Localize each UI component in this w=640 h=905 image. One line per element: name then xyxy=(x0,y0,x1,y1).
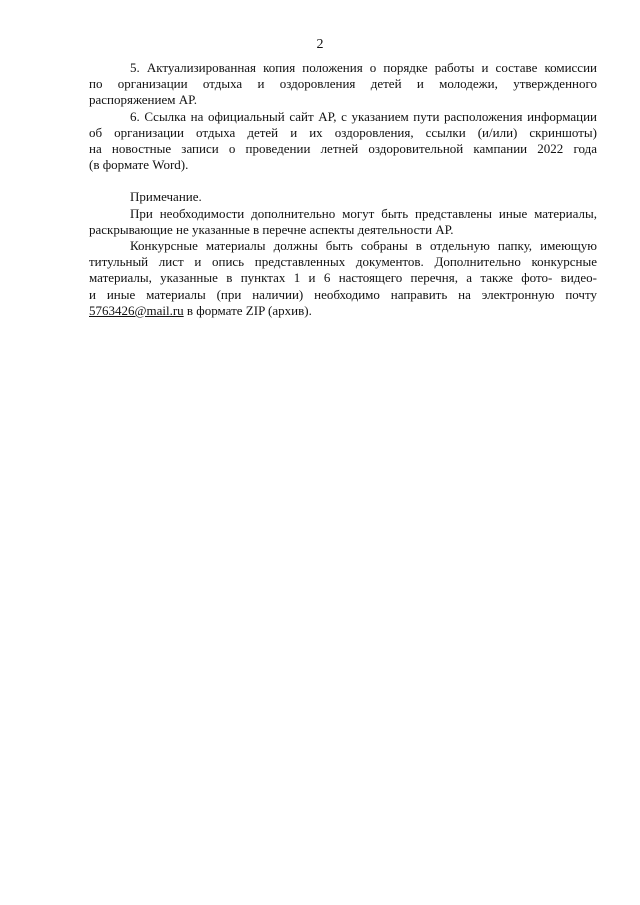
note-p2-line-1: Конкурсные материалы должны быть собраны в отдельную папку, имеющую xyxy=(130,238,597,254)
item-5-line-3: распоряжением АР. xyxy=(89,92,197,108)
note-p2-line-4: и иные материалы (при наличии) необходимо направить на электронную почту xyxy=(89,286,597,302)
note-p2-line-5 xyxy=(89,303,597,319)
item-5-line-1: 5. Актуализированная копия положения о порядке работы и составе комиссии xyxy=(130,60,597,75)
list-item-5 xyxy=(89,60,597,109)
note-p1-line-2: раскрывающие не указанные в перечне аспекты деятельности АР. xyxy=(89,221,454,237)
list-item-6 xyxy=(89,109,597,174)
item-6-line-1: 6. Ссылка на официальный сайт АР, с указанием пути расположения информации xyxy=(130,108,597,124)
note-paragraph-2 xyxy=(89,238,597,319)
item-5-line-2: по организации отдыха и оздоровления детей и молодежи, утвержденного xyxy=(89,76,597,92)
note-heading-text: Примечание. xyxy=(130,189,202,205)
note-p1-line-1: При необходимости дополнительно могут быть представлены иные материалы, xyxy=(130,205,597,221)
note-paragraph-1 xyxy=(89,206,597,238)
email-tail-text: в формате ZIP (архив). xyxy=(183,302,312,318)
note-heading xyxy=(89,189,597,205)
item-6-line-4: (в формате Word). xyxy=(89,157,189,173)
paragraph-spacer xyxy=(89,173,597,189)
document-body xyxy=(89,60,597,319)
page-number: 2 xyxy=(316,37,324,52)
note-p2-line-3: материалы, указанные в пунктах 1 и 6 настоящего перечня, а также фото- видео- xyxy=(89,270,597,286)
email-link[interactable]: 5763426@mail.ru xyxy=(89,302,184,318)
item-6-line-2: об организации отдыха детей и их оздоровления, ссылки (и/или) скриншоты) xyxy=(89,124,597,140)
note-p2-line-2: титульный лист и опись представленных документов. Дополнительно конкурсные xyxy=(89,254,597,270)
item-6-line-3: на новостные записи о проведении летней оздоровительной кампании 2022 года xyxy=(89,141,597,157)
